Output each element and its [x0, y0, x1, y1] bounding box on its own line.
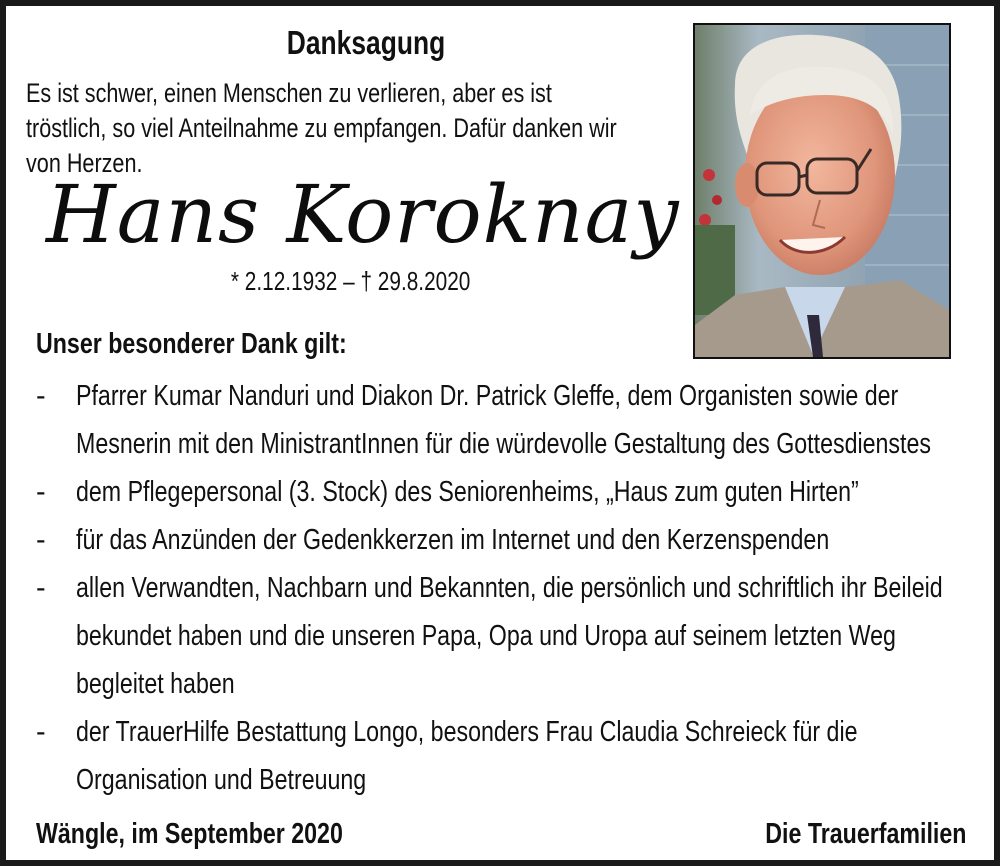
bullet-dash: -	[36, 716, 46, 748]
deceased-name: Hans Koroknay	[46, 168, 680, 261]
list-item-line: begleitet haben	[76, 668, 235, 700]
bullet-dash: -	[36, 380, 46, 412]
list-item-line: Mesnerin mit den MinistrantInnen für die würdevolle Gestaltung des Gottesdienstes	[76, 428, 931, 460]
list-item	[36, 372, 986, 468]
portrait-photo-icon	[695, 25, 949, 357]
list-item-line: allen Verwandten, Nachbarn und Bekannten, die persönlich und schriftlich ihr Beileid	[76, 572, 943, 604]
thanks-title: Unser besonderer Dank gilt:	[36, 328, 347, 360]
signature: Die Trauerfamilien	[764, 818, 966, 850]
list-item	[36, 468, 986, 516]
portrait-photo	[693, 23, 951, 359]
intro-line: von Herzen.	[26, 148, 143, 178]
list-item-line: Organisation und Betreuung	[76, 764, 367, 796]
list-item	[36, 516, 986, 564]
intro-text	[26, 76, 764, 181]
intro-line: tröstlich, so viel Anteilnahme zu empfangen. Dafür danken wir	[26, 113, 617, 143]
list-item	[36, 564, 986, 708]
thanks-list	[36, 372, 986, 804]
bullet-dash: -	[36, 572, 46, 604]
place-date: Wängle, im September 2020	[36, 818, 343, 850]
intro-line: Es ist schwer, einen Menschen zu verlieren, aber es ist	[26, 78, 552, 108]
list-item-line: dem Pflegepersonal (3. Stock) des Seniorenheims, „Haus zum guten Hirten”	[76, 476, 859, 508]
notice-heading: Danksagung	[286, 24, 446, 61]
list-item-line: der TrauerHilfe Bestattung Longo, besonders Frau Claudia Schreieck für die	[76, 716, 858, 748]
list-item-line: bekundet haben und die unseren Papa, Opa und Uropa auf seinem letzten Weg	[76, 620, 896, 652]
bullet-dash: -	[36, 524, 46, 556]
list-item	[36, 708, 986, 804]
life-dates: * 2.12.1932 – † 29.8.2020	[231, 266, 471, 296]
list-item-line: für das Anzünden der Gedenkkerzen im Internet und den Kerzenspenden	[76, 524, 830, 556]
list-item-line: Pfarrer Kumar Nanduri und Diakon Dr. Patrick Gleffe, dem Organisten sowie der	[76, 380, 899, 412]
bullet-dash: -	[36, 476, 46, 508]
